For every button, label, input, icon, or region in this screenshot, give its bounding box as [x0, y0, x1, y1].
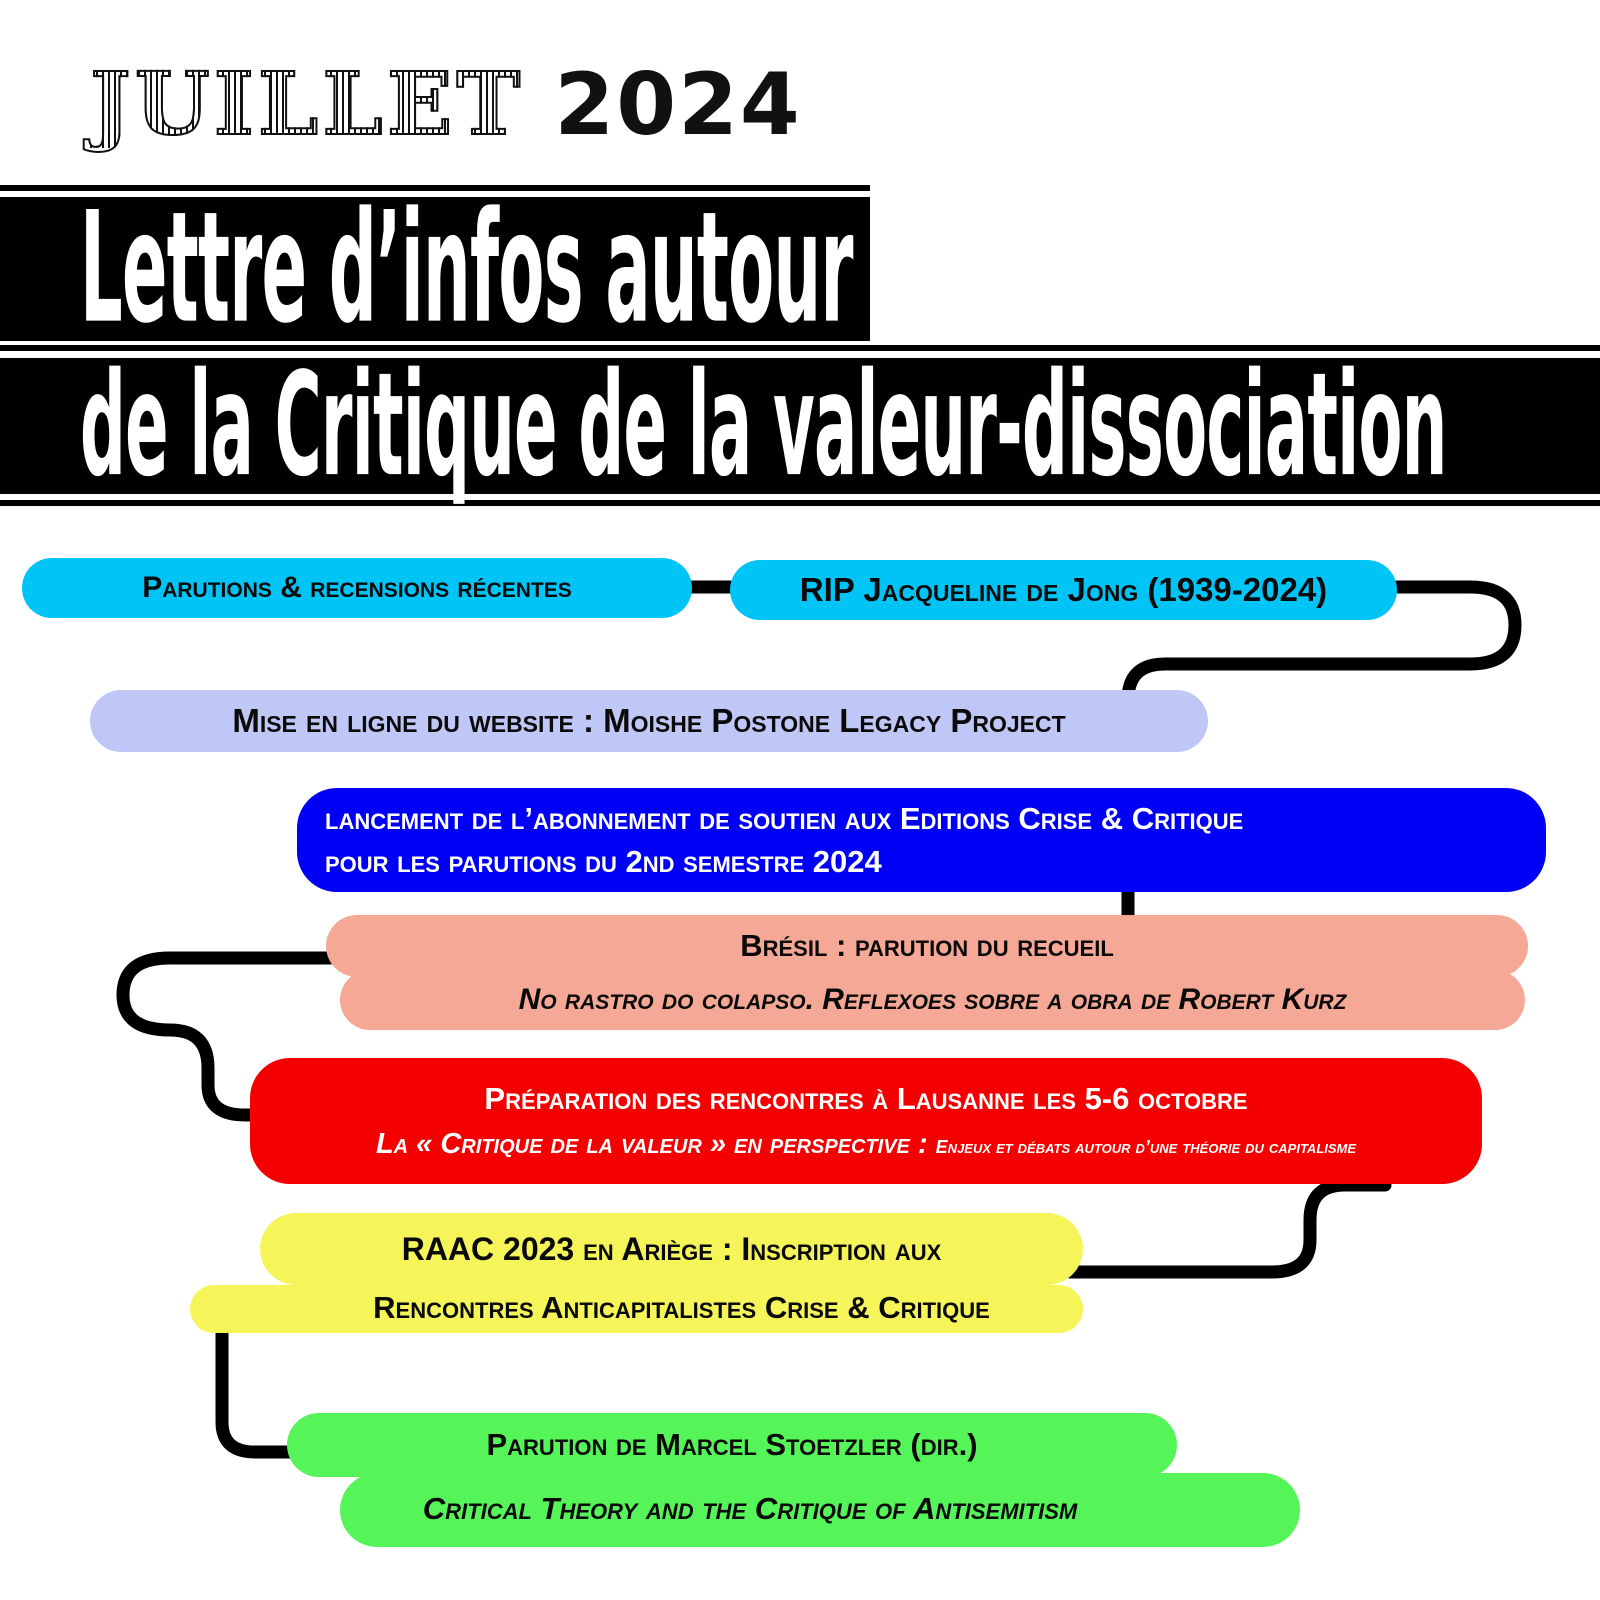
- parutions-link[interactable]: [22, 558, 692, 618]
- stoetzler-line1: Parution de Marcel Stoetzler (dir.): [486, 1427, 978, 1462]
- bresil-book-title[interactable]: [340, 970, 1525, 1030]
- lausanne-link[interactable]: [250, 1058, 1482, 1184]
- lausanne-line2-title: La « Critique de la valeur » en perspective :: [375, 1127, 936, 1160]
- website-link[interactable]: [90, 690, 1208, 752]
- raac-rencontres-link[interactable]: [190, 1283, 1083, 1333]
- title-banner-line1: [0, 180, 870, 358]
- title-line1: Lettre d’infos autour: [80, 180, 853, 358]
- lausanne-line2-subtitle: Enjeux et débats autour d’une théorie du capitalisme: [935, 1136, 1357, 1157]
- website-label: Mise en ligne du website : Moishe Postone Legacy Project: [232, 702, 1066, 739]
- lausanne-line2: [376, 1123, 1356, 1167]
- raac-line1: RAAC 2023 en Ariège : Inscription aux: [401, 1230, 942, 1267]
- parutions-label: Parutions & recensions récentes: [142, 571, 572, 604]
- raac-link[interactable]: [260, 1213, 1083, 1285]
- lausanne-line1: Préparation des rencontres à Lausanne les 5-6 octobre: [484, 1081, 1248, 1116]
- stoetzler-link[interactable]: [287, 1413, 1177, 1477]
- title-banner-line2: [0, 343, 1600, 509]
- title-line2: de la Critique de la valeur-dissociation: [80, 343, 1447, 509]
- connector-raac-stoetzler: [222, 1330, 295, 1452]
- stoetzler-book-title[interactable]: [340, 1477, 1300, 1541]
- bresil-line2: No rastro do colapso. Reflexoes sobre a obra de Robert Kurz: [518, 983, 1347, 1016]
- bresil-link[interactable]: [326, 915, 1528, 977]
- bresil-line1: Brésil : parution du recueil: [740, 928, 1114, 963]
- rip-label: RIP Jacqueline de Jong (1939-2024): [799, 571, 1328, 608]
- abonnement-link[interactable]: [297, 788, 1546, 892]
- month-label: JUILLET: [90, 54, 525, 155]
- rip-jacqueline-link[interactable]: [730, 560, 1397, 620]
- stoetzler-line2: Critical Theory and the Critique of Antisemitism: [422, 1491, 1078, 1526]
- abonnement-line2: pour les parutions du 2nd semestre 2024: [325, 844, 882, 879]
- abonnement-line1: lancement de l’abonnement de soutien aux Editions Crise & Critique: [325, 800, 1244, 836]
- year-label: 2024: [554, 55, 802, 155]
- raac-line2: Rencontres Anticapitalistes Crise & Critique: [373, 1290, 990, 1325]
- connector-lausanne-raac: [1070, 1185, 1385, 1272]
- month-heading: [90, 54, 802, 155]
